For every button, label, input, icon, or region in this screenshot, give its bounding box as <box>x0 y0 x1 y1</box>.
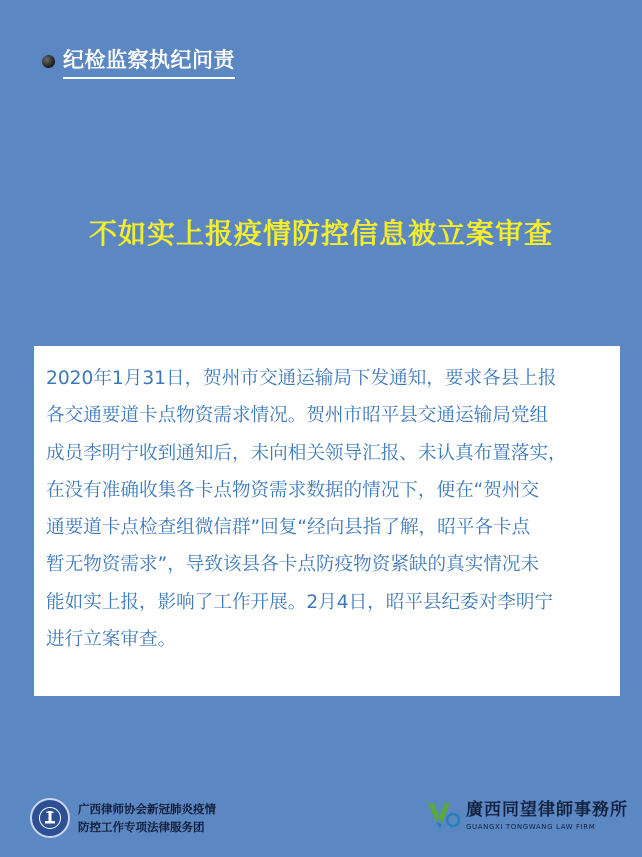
article-line: 暂无物资需求”，导致该县各卡点防疫物资紧缺的真实情况未 <box>46 554 540 576</box>
article-line: 通要道卡点检查组微信群”回复“经向县指了解，昭平各卡点 <box>46 517 531 539</box>
article-line: 能如实上报，影响了工作开展。2月4日，昭平县纪委对李明宁 <box>46 591 554 613</box>
org-name-line2: 防控工作专项法律服务团 <box>78 820 205 834</box>
article-line: 成员李明宁收到通知后，未向相关领导汇报、未认真布置落实， <box>46 442 567 464</box>
firm-name: 廣西同望律師事務所 <box>466 800 628 820</box>
org-name-line1: 广西律师协会新冠肺炎疫情 <box>78 802 216 816</box>
article-line: 进行立案审查。 <box>46 629 177 651</box>
dot-icon <box>42 55 55 68</box>
article-line: 在没有准确收集各卡点物资需求数据的情况下，便在“贺州交 <box>46 479 540 501</box>
footer-organization <box>30 798 216 838</box>
lawyer-emblem-icon <box>30 798 70 838</box>
section-tag-label: 纪检监察执纪问责 <box>63 44 235 79</box>
firm-name-en: GUANGXI TONGWANG LAW FIRM <box>466 823 596 831</box>
section-tag <box>42 44 235 78</box>
article-line: 2020年1月31日，贺州市交通运输局下发通知，要求各县上报 <box>46 368 557 389</box>
article-card <box>34 346 620 696</box>
firm-logo-icon <box>426 800 460 830</box>
article-line: 各交通要道卡点物资需求情况。贺州市昭平县交通运输局党组 <box>46 405 549 427</box>
headline: 不如实上报疫情防控信息被立案审查 <box>88 217 553 250</box>
footer-law-firm <box>426 800 628 832</box>
